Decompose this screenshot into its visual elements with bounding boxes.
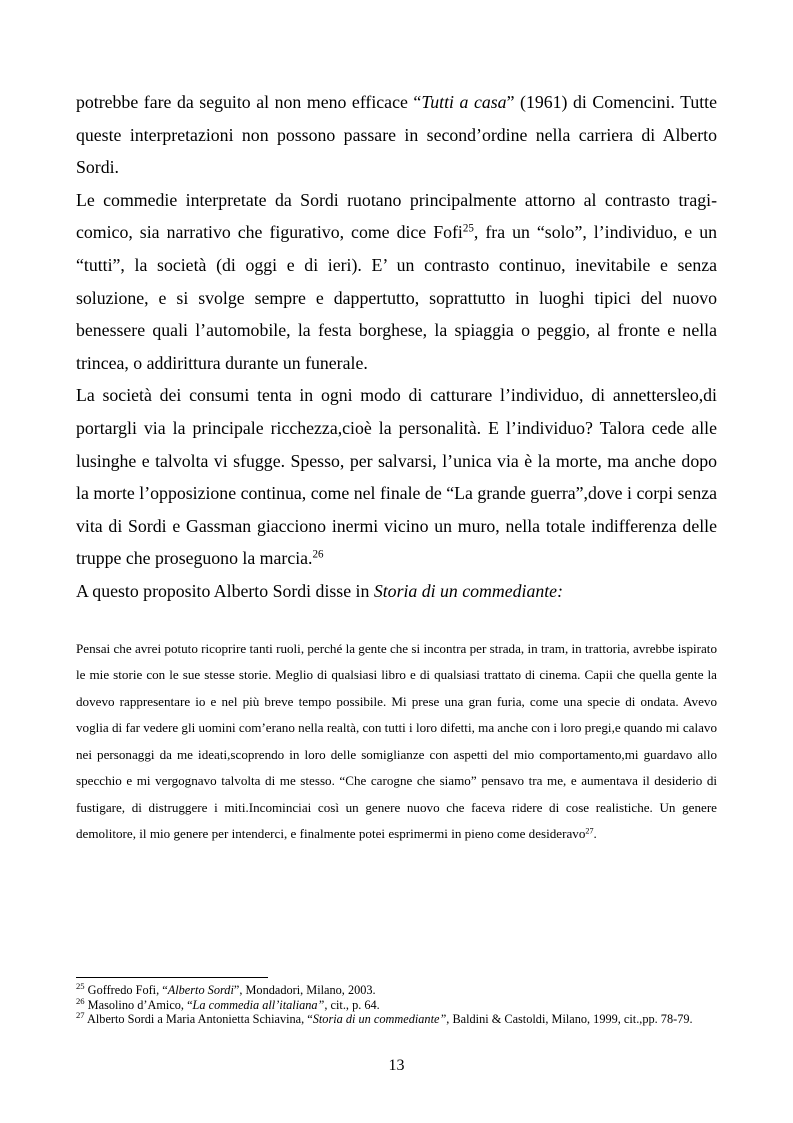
- footnotes: [76, 983, 717, 1027]
- paragraph: La società dei consumi tenta in ogni modo di catturare l’individuo, di annettersleo,di portargli via la principale ricchezza,cioè la personalità. E l’individuo? Talora cede alle lusinghe e talvolta vi sfugge. Spesso, per salvarsi, l’unica via è la morte, ma anche dopo la morte l’opposizione continua, come nel finale de “La grande guerra”,dove i corpi senza vita di Sordi e Gassman giacciono inermi vicino un muro, nella totale indifferenza delle truppe che proseguono la marcia.$^{26}$: [76, 385, 717, 569]
- footnote-ref: 26: [312, 548, 324, 561]
- footnote-ref: 27: [585, 826, 594, 836]
- paragraph: potrebbe fare da seguito al non meno efficace “Tutti a casa” (1961) di Comencini. Tutte queste interpretazioni non possono passare in second’ordine nella carriera di Alberto Sordi.: [76, 92, 717, 178]
- film-title: Tutti a casa: [421, 92, 507, 112]
- page-body: [76, 86, 717, 848]
- footnote: $^{25}$ Goffredo Fofi, “Alberto Sordi”, Mondadori, Milano, 2003.: [76, 981, 376, 997]
- page-number: 13: [388, 1057, 405, 1074]
- footnote-ref: 25: [462, 222, 474, 235]
- paragraph: Le commedie interpretate da Sordi ruotano principalmente attorno al contrasto tragi-comico, sia narrativo che figurativo, come dice Fofi$^{25}$, fra un “solo”, l’individuo, e un “tutti”, la società (di oggi e di ieri). E’ un contrasto continuo, inevitabile e senza soluzione, e si svolge sempre e dappertutto, soprattutto in luoghi tipici del nuovo benessere quali l’automobile, la festa borghese, la spiaggia o peggio, al fronte e nella trincea, o addirittura durante un funerale.: [76, 189, 717, 373]
- footnote-separator: [76, 977, 268, 978]
- paragraph: A questo proposito Alberto Sordi disse in Storia di un commediante:: [76, 580, 563, 601]
- footnote: $^{27}$ Alberto Sordi a Maria Antonietta Schiavina, “Storia di un commediante”, Baldini & Castoldi, Milano, 1999, cit.,pp. 78-79.: [76, 1010, 693, 1026]
- block-quote: Pensai che avrei potuto ricoprire tanti ruoli, perché la gente che si incontra per strada, in tram, in trattoria, avrebbe ispirato le mie storie con le sue stesse storie. Meglio di qualsiasi libro e di qualsiasi trattato di cinema. Capii che quella gente la dovevo rappresentare io e nel più breve tempo possibile. Mi prese una gran furia, come una specie di ondata. Avevo voglia di far vedere gli uomini com’erano nella realtà, con tutti i loro difetti, ma anche con i loro pregi,e quando mi calavo nei personaggi da me ideati,scoprendo in loro delle somiglianze con aspetti del mio comportamento,mi guardavo allo specchio e mi vergognavo talvolta di me stesso. “Che carogne che siamo” pensavo tra me, e aumentava il desiderio di fustigare, di distruggere i miti.Incominciai così un genere nuovo che faceva ridere di cose realistiche. Un genere demolitore, il mio genere per intenderci, e finalmente potei esprimermi in pieno come desideravo$^{27}$.: [76, 640, 718, 841]
- footnote: $^{26}$ Masolino d’Amico, “La commedia all’italiana”, cit., p. 64.: [76, 995, 380, 1012]
- book-title: Storia di un commediante:: [373, 580, 563, 601]
- main-text: [76, 86, 717, 608]
